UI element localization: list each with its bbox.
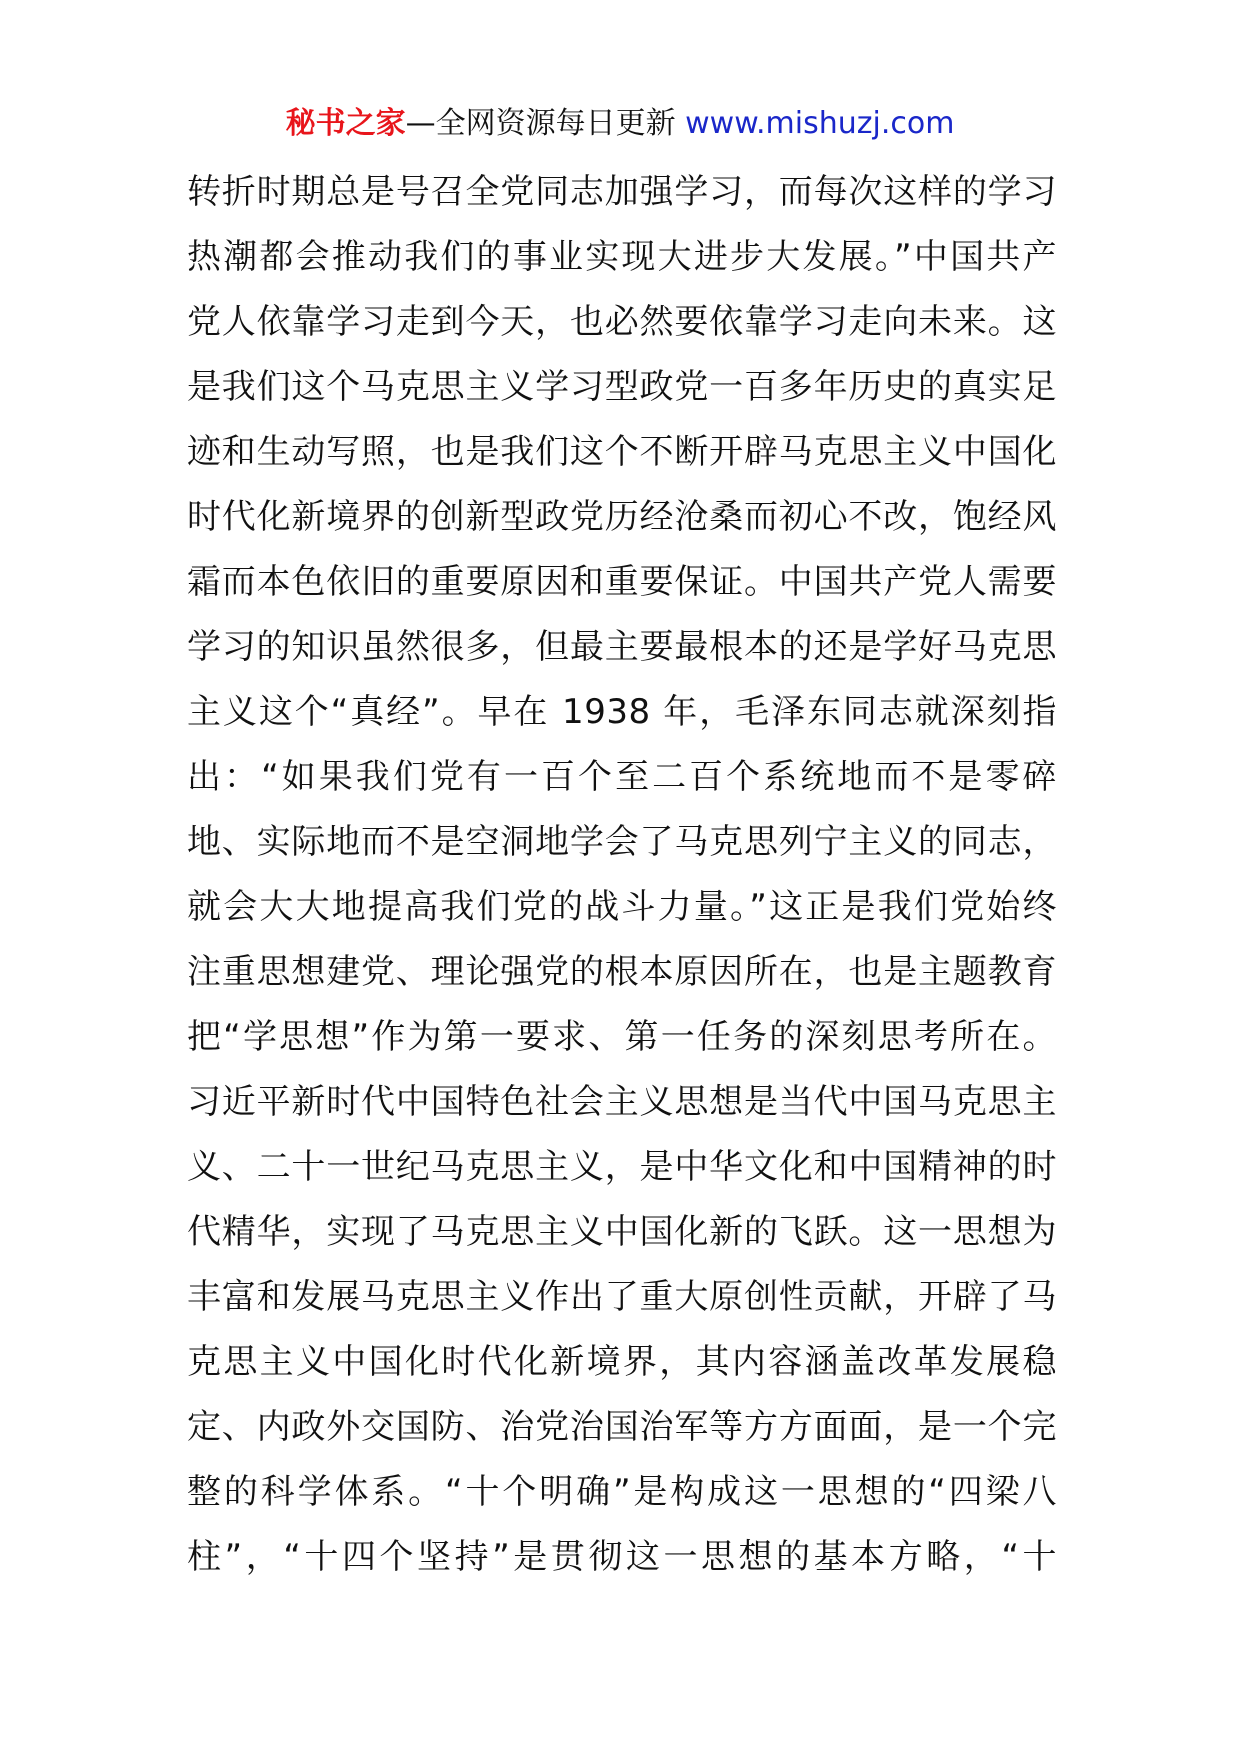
text-line: 柱”，“十四个坚持”是贯彻这一思想的基本方略，“十 [187,1537,1057,1577]
site-url-link[interactable]: www.mishuzj.com [685,106,955,141]
text-line: 主义这个“真经”。早在 1938 年，毛泽东同志就深刻指 [187,692,1057,732]
text-line: 热潮都会推动我们的事业实现大进步大发展。”中国共产 [187,237,1057,277]
text-line: 霜而本色依旧的重要原因和重要保证。中国共产党人需要 [187,562,1057,602]
text-line: 习近平新时代中国特色社会主义思想是当代中国马克思主 [187,1082,1057,1122]
text-line: 整的科学体系。“十个明确”是构成这一思想的“四梁八 [187,1472,1057,1512]
text-line: 丰富和发展马克思主义作出了重大原创性贡献，开辟了马 [187,1277,1057,1317]
text-line: 把“学思想”作为第一要求、第一任务的深刻思考所在。 [187,1017,1057,1057]
text-line: 党人依靠学习走到今天，也必然要依靠学习走向未来。这 [187,302,1057,342]
text-line: 代精华，实现了马克思主义中国化新的飞跃。这一思想为 [187,1212,1057,1252]
text-line: 时代化新境界的创新型政党历经沧桑而初心不改，饱经风 [187,497,1057,537]
text-line: 克思主义中国化时代化新境界，其内容涵盖改革发展稳 [187,1342,1057,1382]
document-body [187,160,1057,1590]
text-line: 迹和生动写照，也是我们这个不断开辟马克思主义中国化 [187,432,1057,472]
text-line: 就会大大地提高我们党的战斗力量。”这正是我们党始终 [187,887,1057,927]
text-line: 是我们这个马克思主义学习型政党一百多年历史的真实足 [187,367,1057,407]
text-line: 转折时期总是号召全党同志加强学习，而每次这样的学习 [187,172,1057,212]
text-line: 义、二十一世纪马克思主义，是中华文化和中国精神的时 [187,1147,1057,1187]
text-line: 注重思想建党、理论强党的根本原因所在，也是主题教育 [187,952,1057,992]
text-line: 定、内政外交国防、治党治国治军等方方面面，是一个完 [187,1407,1057,1447]
text-line: 学习的知识虽然很多，但最主要最根本的还是学好马克思 [187,627,1057,667]
site-tagline: —全网资源每日更新 [405,106,686,141]
page-header [0,104,1240,144]
text-line: 地、实际地而不是空洞地学会了马克思列宁主义的同志， [187,822,1057,862]
site-brand: 秘书之家 [285,106,406,141]
text-line: 出：“如果我们党有一百个至二百个系统地而不是零碎 [187,757,1057,797]
